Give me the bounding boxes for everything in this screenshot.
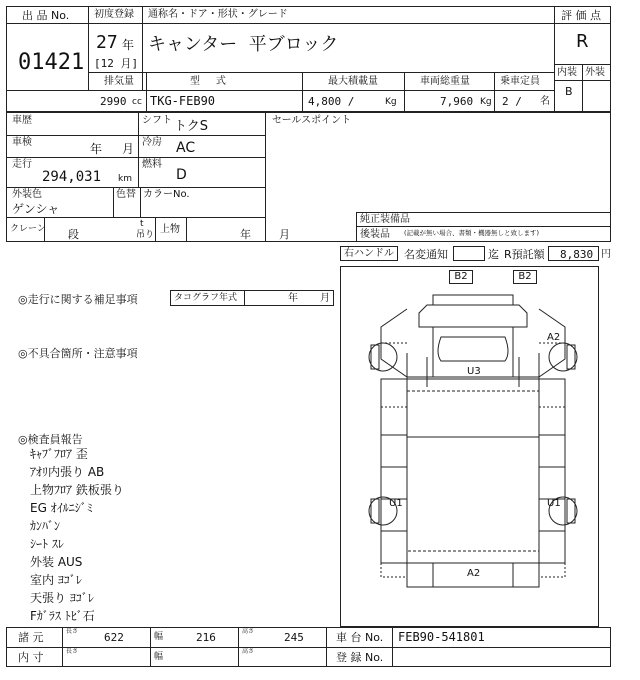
lot-label: 出 品 No. bbox=[22, 9, 70, 22]
ac-label: 冷房 bbox=[142, 137, 162, 148]
tacho-month-unit: 月 bbox=[320, 293, 330, 304]
damage-mark: U1 bbox=[547, 498, 561, 509]
max-load-label: 最大積載量 bbox=[328, 76, 378, 87]
fuel-value: D bbox=[176, 167, 187, 183]
gross-weight-unit: Kg bbox=[480, 97, 492, 107]
width-label: 幅 bbox=[154, 632, 164, 642]
shift-value: トクS bbox=[174, 119, 208, 134]
inspector-item: 天張り ﾖｺﾞﾚ bbox=[30, 591, 94, 605]
damage-mark: A2 bbox=[547, 332, 561, 343]
displacement-label: 排気量 bbox=[104, 76, 134, 87]
tacho-year-unit: 年 bbox=[288, 293, 298, 304]
ac-value: AC bbox=[176, 140, 196, 156]
selling-points-label: セールスポイント bbox=[272, 115, 352, 126]
damage-mark: U1 bbox=[389, 498, 403, 509]
length-label: 長さ bbox=[66, 628, 79, 635]
r-mileage-label: R預託額 bbox=[504, 248, 545, 261]
inspector-item: 室内 ﾖｺﾞﾚ bbox=[30, 573, 82, 587]
drive-side: 右ハンドル bbox=[344, 248, 394, 259]
score-value: R bbox=[576, 31, 589, 52]
crane-label: クレーン bbox=[10, 224, 46, 234]
aftermarket-label: 後装品 bbox=[360, 229, 390, 240]
mileage-unit: km bbox=[118, 174, 132, 184]
capacity-label: 乗車定員 bbox=[500, 76, 540, 87]
damage-mark: U3 bbox=[467, 366, 481, 377]
year-unit: 年 bbox=[122, 38, 135, 52]
chassis-label: 車 台 No. bbox=[336, 631, 384, 644]
crane-stage-unit: 段 bbox=[68, 228, 79, 241]
model-label: 型 式 bbox=[190, 76, 226, 87]
tachograph-label: タコグラフ年式 bbox=[174, 293, 238, 303]
vehicle-name: キャンター 平ブロック bbox=[148, 34, 339, 55]
inner-dims-label: 内 寸 bbox=[18, 651, 44, 664]
name-change-date-box bbox=[453, 246, 485, 261]
lot-number: 01421 bbox=[18, 50, 85, 75]
inspector-item: ｱｵﾘ内張り AB bbox=[30, 465, 105, 479]
exterior-color-label: 外装色 bbox=[12, 189, 42, 200]
deadline-label: 迄 bbox=[488, 248, 499, 261]
mileage-label: 走行 bbox=[12, 159, 32, 170]
mileage-value: 294,031 bbox=[42, 169, 102, 185]
first-reg-year: 27 bbox=[96, 32, 118, 53]
dims-label: 諸 元 bbox=[18, 631, 44, 644]
exterior-label: 外装 bbox=[585, 67, 605, 78]
max-load-value: 4,800 / bbox=[308, 95, 355, 108]
supplement-title: ◎走行に関する補足事項 bbox=[18, 293, 138, 306]
gross-weight-value: 7,960 bbox=[440, 95, 474, 108]
damage-mark: B2 bbox=[449, 270, 473, 284]
vehicle-diagram bbox=[340, 266, 599, 627]
inspector-item: Fｶﾞﾗｽ ﾄﾋﾞ石 bbox=[30, 609, 95, 623]
displacement-value: 2990 bbox=[100, 95, 127, 108]
inspector-item: ｷｬﾌﾞﾌﾛｱ 歪 bbox=[30, 447, 88, 461]
inner-length-label: 長さ bbox=[66, 648, 79, 655]
history-label: 車歴 bbox=[12, 115, 32, 126]
width-value: 216 bbox=[196, 631, 216, 644]
displacement-unit: cc bbox=[132, 97, 142, 107]
inspection-month-unit: 月 bbox=[122, 142, 135, 156]
exterior-color-value: ゲンシャ bbox=[12, 202, 60, 216]
interior-score: B bbox=[565, 85, 573, 98]
equipment-label: 純正装備品 bbox=[360, 214, 410, 225]
chassis-value: FEB90-541801 bbox=[398, 630, 485, 644]
r-mileage-value: 8,830 bbox=[560, 248, 594, 261]
length-value: 622 bbox=[104, 631, 124, 644]
aftermarket-note: (記載が無い場合、書類・機器無しと致します) bbox=[404, 229, 540, 237]
inspection-label: 車検 bbox=[12, 137, 32, 148]
damage-mark: A2 bbox=[467, 568, 481, 579]
inspector-item: EG ｵｲﾙﾆｼﾞﾐ bbox=[30, 501, 93, 515]
crane-tonnage-unit-bottom: 吊り bbox=[136, 230, 155, 240]
inspector-item: ｼｰﾄ ｽﾚ bbox=[30, 537, 64, 551]
capacity-value: 2 / bbox=[502, 95, 522, 108]
gross-weight-label: 車両総重量 bbox=[420, 76, 470, 87]
score-label: 評 価 点 bbox=[561, 9, 601, 22]
shift-label: シフト bbox=[142, 115, 172, 126]
inspection-year-unit: 年 bbox=[90, 142, 103, 156]
crane-tonnage-unit-top: t bbox=[140, 219, 144, 229]
first-reg-label: 初度登録 bbox=[94, 9, 134, 20]
inspector-item: 上物ﾌﾛｱ 鉄板張り bbox=[30, 483, 124, 497]
body-year-unit: 年 bbox=[240, 228, 251, 241]
inspector-title: ◎検査員報告 bbox=[18, 433, 83, 446]
inner-width-label: 幅 bbox=[154, 652, 164, 662]
body-month-unit: 月 bbox=[279, 228, 290, 241]
damage-mark: B2 bbox=[513, 270, 537, 284]
body-label: 上物 bbox=[160, 224, 180, 235]
color-code-label: カラーNo. bbox=[143, 189, 190, 200]
name-label: 通称名・ドア・形状・グレード bbox=[148, 9, 288, 20]
registration-label: 登 録 No. bbox=[336, 651, 384, 664]
model-value: TKG-FEB90 bbox=[150, 94, 216, 108]
yen-unit: 円 bbox=[601, 249, 611, 260]
capacity-unit: 名 bbox=[540, 96, 550, 107]
inspector-item: ｶﾝﾊﾞﾝ bbox=[30, 519, 61, 533]
max-load-unit: Kg bbox=[385, 97, 397, 107]
height-value: 245 bbox=[284, 631, 304, 644]
interior-label: 内装 bbox=[557, 67, 577, 78]
color-no-label: 色替 bbox=[116, 189, 136, 200]
name-change-label: 名変通知 bbox=[404, 248, 448, 261]
fuel-label: 燃料 bbox=[142, 159, 162, 170]
height-label: 高さ bbox=[242, 628, 255, 635]
inspector-item: 外装 AUS bbox=[30, 555, 83, 569]
first-reg-month: [12 月] bbox=[94, 57, 139, 70]
inner-height-label: 高さ bbox=[242, 648, 255, 655]
defects-title: ◎不具合箇所・注意事項 bbox=[18, 347, 138, 360]
